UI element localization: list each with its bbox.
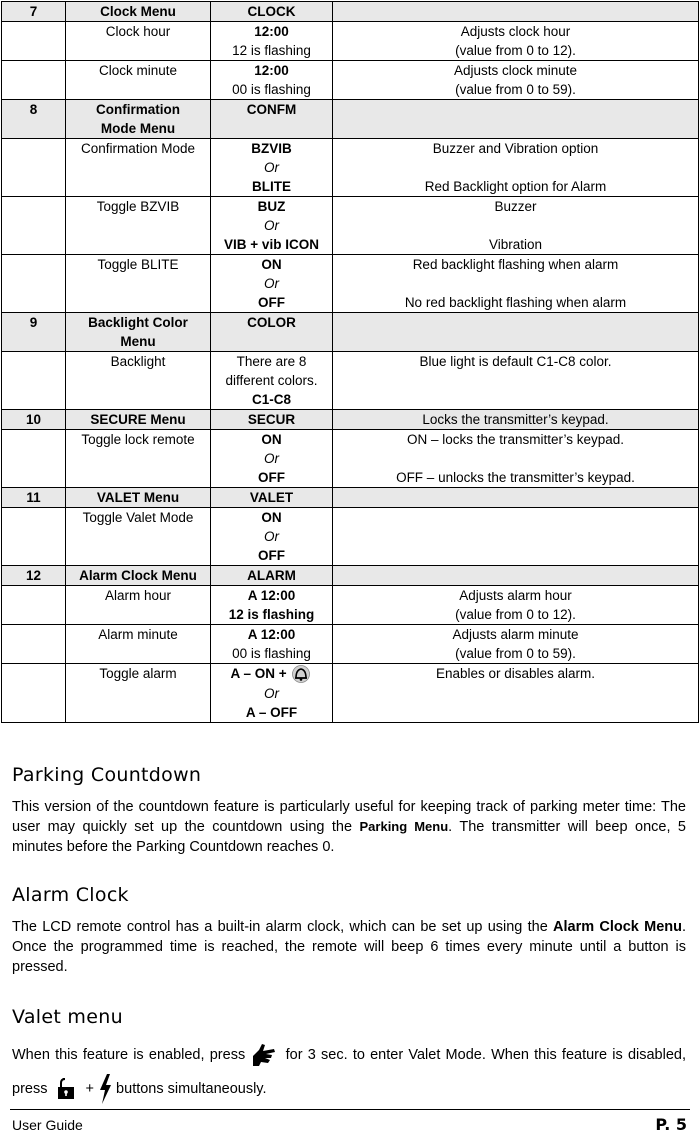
table-row: [2, 100, 699, 139]
table-row: [2, 352, 699, 410]
feature-description: Adjusts clock minute (value from 0 to 59).: [333, 61, 699, 100]
feature-label: Toggle BLITE: [66, 255, 211, 313]
feature-label: Alarm minute: [66, 625, 211, 664]
menu-number: 7: [2, 2, 66, 22]
table-row: [2, 508, 699, 566]
feature-label: Clock hour: [66, 22, 211, 61]
feature-label: Toggle Valet Mode: [66, 508, 211, 566]
menu-name: Clock Menu: [66, 2, 211, 22]
menu-table: [1, 1, 699, 723]
menu-name: VALET Menu: [66, 488, 211, 508]
feature-label: Toggle lock remote: [66, 430, 211, 488]
bell-icon: [290, 664, 312, 684]
menu-name: SECURE Menu: [66, 410, 211, 430]
menu-description: [333, 488, 699, 508]
menu-code: COLOR: [211, 313, 333, 352]
table-row: [2, 2, 699, 22]
page-number: P. 5: [655, 1115, 687, 1134]
feature-value: ON Or OFF: [211, 430, 333, 488]
menu-number: 12: [2, 566, 66, 586]
table-row: [2, 625, 699, 664]
menu-description: [333, 566, 699, 586]
feature-value: A 12:00 00 is flashing: [211, 625, 333, 664]
menu-number: 9: [2, 313, 66, 352]
menu-number: 11: [2, 488, 66, 508]
feature-value: A 12:00 12 is flashing: [211, 586, 333, 625]
feature-description: Adjusts alarm hour (value from 0 to 12).: [333, 586, 699, 625]
feature-description: ON – locks the transmitter’s keypad. OFF – unlocks the transmitter’s keypad.: [333, 430, 699, 488]
menu-name: Confirmation Mode Menu: [66, 100, 211, 139]
paragraph-alarm-clock: The LCD remote control has a built-in alarm clock, which can be set up using the Alarm Clock Menu. Once the programmed time is reached, the remote will beep 6 times every minute until a button is pressed.: [12, 919, 687, 975]
section-heading-parking: Parking Countdown: [12, 764, 202, 786]
lightning-icon: [98, 1074, 112, 1104]
feature-value: 12:00 12 is flashing: [211, 22, 333, 61]
table-row: [2, 430, 699, 488]
feature-value: BUZ Or VIB + vib ICON: [211, 197, 333, 255]
table-row: [2, 410, 699, 430]
table-row: [2, 22, 699, 61]
table-row: [2, 255, 699, 313]
table-row: [2, 139, 699, 197]
paragraph-valet: When this feature is enabled, press for 3 sec. to enter Valet Mode. When this feature is disabled, press + buttons simultaneously.: [12, 1038, 686, 1106]
paragraph-parking: This version of the countdown feature is particularly useful for keeping track of parking meter time: The user may quickly set up the countdown using the Parking Menu. The transmitter will beep once, 5 minutes before the Parking Countdown reaches 0.: [12, 799, 686, 855]
feature-description: [333, 508, 699, 566]
table-row: [2, 488, 699, 508]
feature-label: Alarm hour: [66, 586, 211, 625]
menu-code: SECUR: [211, 410, 333, 430]
feature-description: Red backlight flashing when alarm No red backlight flashing when alarm: [333, 255, 699, 313]
feature-description: Adjusts alarm minute (value from 0 to 59).: [333, 625, 699, 664]
menu-description: [333, 100, 699, 139]
feature-value: ON Or OFF: [211, 508, 333, 566]
feature-label: Toggle alarm: [66, 664, 211, 723]
menu-code: VALET: [211, 488, 333, 508]
feature-description: Enables or disables alarm.: [333, 664, 699, 723]
menu-name: Alarm Clock Menu: [66, 566, 211, 586]
feature-value: There are 8 different colors. C1-C8: [211, 352, 333, 410]
footer-divider: [10, 1109, 690, 1110]
feature-label: Backlight: [66, 352, 211, 410]
menu-name: Backlight Color Menu: [66, 313, 211, 352]
menu-code: CLOCK: [211, 2, 333, 22]
unlock-icon: [52, 1078, 82, 1100]
table-row: [2, 197, 699, 255]
menu-number: 10: [2, 410, 66, 430]
feature-value: 12:00 00 is flashing: [211, 61, 333, 100]
feature-description: Buzzer Vibration: [333, 197, 699, 255]
menu-number: 8: [2, 100, 66, 139]
menu-description: Locks the transmitter’s keypad.: [333, 410, 699, 430]
table-row: [2, 313, 699, 352]
table-row: [2, 61, 699, 100]
feature-description: Blue light is default C1-C8 color.: [333, 352, 699, 410]
menu-code: ALARM: [211, 566, 333, 586]
footer-title: User Guide: [12, 1117, 83, 1133]
feature-description: Adjusts clock hour (value from 0 to 12).: [333, 22, 699, 61]
menu-code: CONFM: [211, 100, 333, 139]
feature-value: A – ON + Or A – OFF: [211, 664, 333, 723]
table-row: [2, 586, 699, 625]
feature-label: Confirmation Mode: [66, 139, 211, 197]
feature-description: Buzzer and Vibration option Red Backlight option for Alarm: [333, 139, 699, 197]
table-row: [2, 566, 699, 586]
section-heading-alarm-clock: Alarm Clock: [12, 884, 129, 906]
menu-description: [333, 313, 699, 352]
section-heading-valet: Valet menu: [12, 1006, 123, 1028]
feature-value: ON Or OFF: [211, 255, 333, 313]
feature-label: Clock minute: [66, 61, 211, 100]
table-row: [2, 664, 699, 723]
feature-label: Toggle BZVIB: [66, 197, 211, 255]
feature-value: BZVIB Or BLITE: [211, 139, 333, 197]
menu-description: [333, 2, 699, 22]
valet-hand-icon: [250, 1042, 280, 1068]
